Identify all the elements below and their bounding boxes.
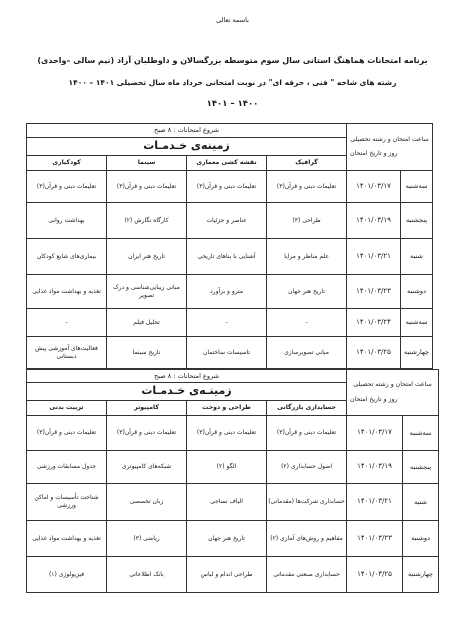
exam-cell: تعلیمات دینی و قرآن(۳) (267, 416, 347, 451)
corner-header-top: ساعت امتحان و رشته تحصیلی (353, 381, 432, 389)
exam-cell: تاریخ هنر ایران (107, 239, 187, 275)
exam-cell: تاریخ سینما (107, 337, 187, 369)
table-row (27, 275, 433, 309)
day-cell: سه‌شنبه (401, 171, 433, 203)
exam-cell: فیزیولوژی (۱) (27, 557, 107, 593)
subject-header: گرافیک (267, 156, 347, 171)
day-cell: دوشنبه (403, 521, 439, 557)
exam-schedule-table-2 (26, 369, 439, 593)
exam-cell: - (267, 309, 347, 337)
table-row (27, 337, 433, 369)
subject-header: تربیت بدنی (27, 401, 107, 416)
exam-cell: شبکه‌های کامپیوتری (107, 451, 187, 484)
academic-year: ۱۴۰۰ – ۱۴۰۱ (206, 99, 259, 109)
day-cell: شنبه (401, 239, 433, 275)
exam-cell: مفاهیم و روش‌های آماری (۲) (267, 521, 347, 557)
day-cell: دوشنبه (401, 275, 433, 309)
date-cell: ۱۴۰۱/۰۳/۲۴ (347, 309, 401, 337)
table-row (27, 451, 439, 484)
exam-cell: مبانی زیبایی‌شناسی و درک تصویر (107, 275, 187, 309)
table-row (27, 239, 433, 275)
date-cell: ۱۴۰۱/۰۳/۲۳ (347, 521, 403, 557)
day-cell: سه‌شنبه (401, 309, 433, 337)
exam-cell: حسابداری صنعتی مقدماتی (267, 557, 347, 593)
exam-cell: زبان تخصصی (107, 484, 187, 521)
start-time-label: شروع امتحانات : ۸ صبح (27, 370, 347, 383)
exam-cell: بانک اطلاعاتی (107, 557, 187, 593)
corner-header-cell (347, 124, 433, 171)
date-cell: ۱۴۰۱/۰۳/۲۳ (347, 275, 401, 309)
exam-cell: - (187, 309, 267, 337)
exam-schedule-table-1 (26, 123, 433, 369)
exam-cell: - (27, 309, 107, 337)
exam-cell: بیماری‌های شایع کودکان (27, 239, 107, 275)
date-cell: ۱۴۰۱/۰۳/۱۷ (347, 171, 401, 203)
exam-cell: تعلیمات دینی و قرآن(۳) (187, 171, 267, 203)
corner-header-bottom: روز و تاریخ امتحان (350, 150, 398, 157)
exam-cell: مبانی تصویرسازی (267, 337, 347, 369)
exam-cell: تعلیمات دینی و قرآن(۳) (267, 171, 347, 203)
table-row (27, 557, 439, 593)
exam-cell: بهداشت روانی (27, 203, 107, 239)
exam-cell: تعلیمات دینی و قرآن(۳) (27, 416, 107, 451)
exam-cell: طراحی اندام و لباس (187, 557, 267, 593)
date-cell: ۱۴۰۱/۰۳/۱۹ (347, 203, 401, 239)
day-cell: سه‌شنبه (403, 416, 439, 451)
day-cell: شنبه (403, 484, 439, 521)
document-subtitle: رشته های شاخه " فنی ، حرفه ای" در نوبت امتحانی خرداد ماه سال تحصیلی ۱۴۰۱ – ۱۴۰۰ (68, 78, 397, 87)
table-row (27, 416, 439, 451)
exam-cell: تغذیه و بهداشت مواد غذایی (27, 521, 107, 557)
date-cell: ۱۴۰۱/۰۳/۱۷ (347, 416, 403, 451)
day-cell: پنجشنبه (401, 203, 433, 239)
exam-cell: تعلیمات دینی و قرآن(۳) (107, 171, 187, 203)
exam-cell: تعلیمات دینی و قرآن(۳) (187, 416, 267, 451)
exam-cell: حسابداری شرکت‌ها (مقدماتی) (267, 484, 347, 521)
table-row (27, 521, 439, 557)
subject-header: کامپیوتر (107, 401, 187, 416)
start-time-label: شروع امتحانات : ۸ صبح (27, 124, 347, 138)
subject-header: حسابداری بازرگانی (267, 401, 347, 416)
exam-cell: فعالیت‌های آموزشی پیش دبستانی (27, 337, 107, 369)
exam-cell: ریاضی (۳) (107, 521, 187, 557)
date-cell: ۱۴۰۱/۰۳/۲۵ (347, 337, 401, 369)
table-row (27, 309, 433, 337)
exam-cell: تاریخ هنر جهان (267, 275, 347, 309)
day-cell: چهارشنبه (401, 337, 433, 369)
day-cell: پنجشنبه (403, 451, 439, 484)
date-cell: ۱۴۰۱/۰۳/۱۹ (347, 451, 403, 484)
exam-cell: جدول مسابقات ورزشی (27, 451, 107, 484)
day-cell: چهارشنبه (403, 557, 439, 593)
exam-cell: مترو و برآورد (187, 275, 267, 309)
exam-cell: تغذیه و بهداشت مواد غذایی (27, 275, 107, 309)
exam-cell: عناصر و جزئیات (187, 203, 267, 239)
exam-cell: تاسیسات ساختمان (187, 337, 267, 369)
exam-cell: اصول حسابداری (۲) (267, 451, 347, 484)
date-cell: ۱۴۰۱/۰۳/۲۱ (347, 484, 403, 521)
exam-cell: الگو (۲) (187, 451, 267, 484)
subject-header: طراحی و دوخت (187, 401, 267, 416)
subject-header: سینما (107, 156, 187, 171)
date-cell: ۱۴۰۱/۰۳/۲۱ (347, 239, 401, 275)
field-name: زمینه‌ی خـدمـات (27, 138, 347, 156)
exam-cell: تاریخ هنر جهان (187, 521, 267, 557)
exam-cell: علم مناظر و مرایا (267, 239, 347, 275)
date-cell: ۱۴۰۱/۰۳/۲۵ (347, 557, 403, 593)
field-name: زمینـه‌ی خـدمـات (27, 383, 347, 401)
corner-header-top: ساعت امتحان و رشته تحصیلی (350, 135, 429, 143)
exam-cell: تعلیمات دینی و قرآن(۳) (107, 416, 187, 451)
table-row (27, 171, 433, 203)
exam-cell: آشنایی با بناهای تاریخی (187, 239, 267, 275)
exam-cell: تحلیل فیلم (107, 309, 187, 337)
exam-cell: طراحی (۳) (267, 203, 347, 239)
exam-cell: شناخت تأسیسات و اماکن ورزشی (27, 484, 107, 521)
table-row (27, 484, 439, 521)
table-row (27, 203, 433, 239)
subject-header: نقشه کشی معماری (187, 156, 267, 171)
document-title: برنامه امتحانات هماهنگ استانی سال سوم متوسطه بزرگسالان و داوطلبان آزاد (نیم سالی –واحدی) (37, 56, 428, 65)
subject-header: کودکیاری (27, 156, 107, 171)
exam-cell: تعلیمات دینی و قرآن(۳) (27, 171, 107, 203)
exam-cell: کارگاه نگارش (۲) (107, 203, 187, 239)
corner-header-bottom: روز و تاریخ امتحان (350, 395, 398, 403)
bismillah-text: باسمه تعالی (216, 16, 249, 24)
exam-cell: الیاف نساجی (187, 484, 267, 521)
corner-header-cell (347, 370, 439, 416)
